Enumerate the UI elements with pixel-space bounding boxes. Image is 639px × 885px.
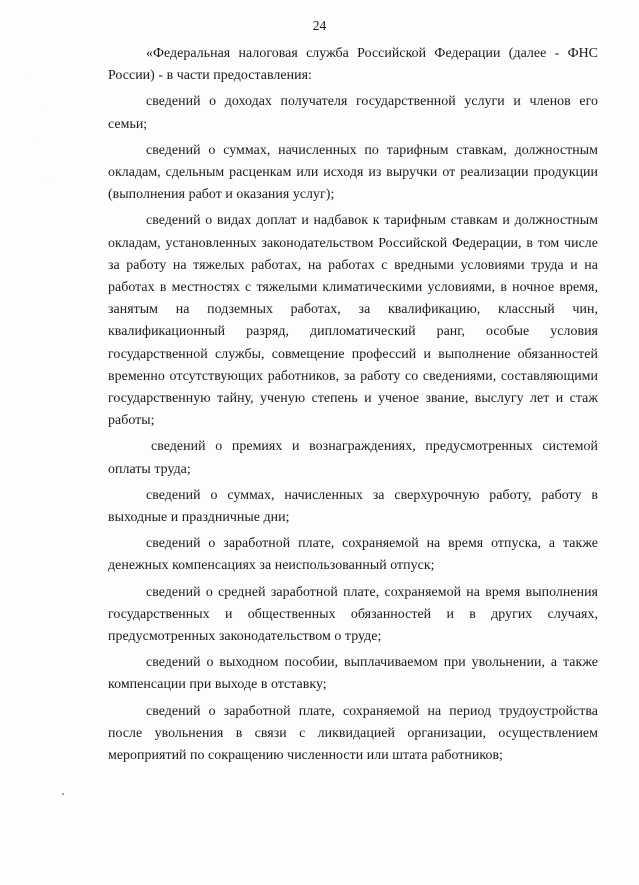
scan-mark bbox=[62, 793, 64, 795]
paragraph-allowances: сведений о видах доплат и надбавок к тарифным ставкам и должностным окладам, установленных законодательством Российской Федерации, в том числе за работу на тяжелых работах, на работах с вредными условиями труда и на работах в местностях с тяжелыми климатическими условиями, в ночное время, занятым на подземных работах, за квалификацию, классный чин, квалификационный разряд, дипломатический ранг, особые условия государственной службы, совмещение профессий и выполнение обязанностей временно отсутствующих работников, за работу со сведениями, составляющими государственную тайну, ученую степень и ученое звание, выслугу лет и стаж работы; bbox=[108, 213, 598, 429]
page-number: 24 bbox=[312, 18, 327, 33]
scan-noise bbox=[18, 60, 58, 210]
paragraph-average-salary: сведений о средней заработной плате, сохраняемой на время выполнения государственных и общественных обязанностей и в других случаях, предусмотренных законодательством о труде; bbox=[108, 584, 598, 645]
paragraph-income-info: сведений о доходах получателя государственной услуги и членов его семьи; bbox=[108, 94, 598, 132]
paragraph-reemployment-pay: сведений о заработной плате, сохраняемой на период трудоустройства после увольнения в связи с ликвидацией организации, осуществлением мероприятий по сокращению численности или штата работников; bbox=[108, 703, 598, 764]
document-body bbox=[108, 43, 598, 771]
paragraph-vacation-pay: сведений о заработной плате, сохраняемой на время отпуска, а также денежных компенсациях за неиспользованный отпуск; bbox=[108, 536, 598, 574]
paragraph-tariff-sums: сведений о суммах, начисленных по тарифным ставкам, должностным окладам, сдельным расценкам или исходя из выручки от реализации продукции (выполнения работ и оказания услуг); bbox=[108, 142, 598, 203]
paragraph-severance: сведений о выходном пособии, выплачиваемом при увольнении, а также компенсации при выходе в отставку; bbox=[108, 655, 598, 693]
paragraph-intro: «Федеральная налоговая служба Российской Федерации (далее - ФНС России) - в части предоставления: bbox=[108, 46, 598, 84]
paragraph-overtime: сведений о суммах, начисленных за сверхурочную работу, работу в выходные и праздничные дни; bbox=[108, 487, 598, 526]
paragraph-bonuses: сведений о премиях и вознаграждениях, предусмотренных системой оплаты труда; bbox=[108, 439, 598, 477]
